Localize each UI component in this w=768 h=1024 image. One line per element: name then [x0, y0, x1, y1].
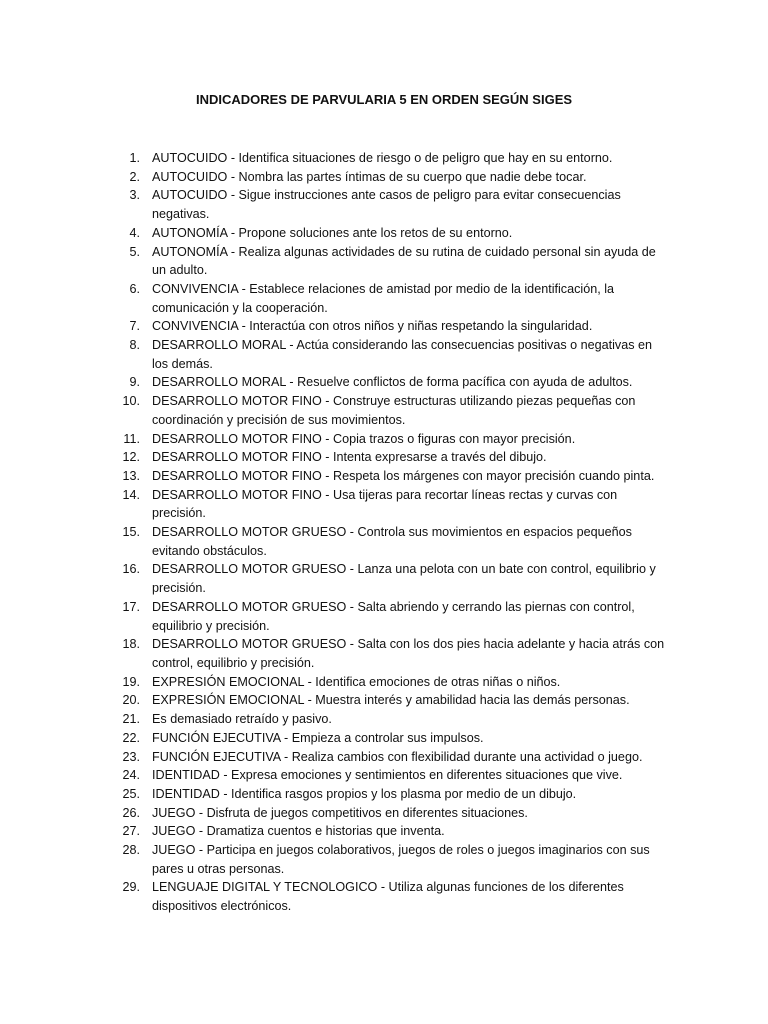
- list-item-number: 17.: [122, 599, 140, 614]
- list-item-text: CONVIVENCIA - Establece relaciones de amistad por medio de la identificación, la comunicación y la cooperación.: [152, 281, 614, 315]
- list-item-number: 19.: [122, 674, 140, 689]
- list-item-number: 29.: [122, 880, 140, 895]
- list-item-number: 15.: [122, 525, 140, 540]
- list-item-text: EXPRESIÓN EMOCIONAL - Identifica emociones de otras niñas o niños.: [152, 674, 561, 689]
- list-item-text: JUEGO - Dramatiza cuentos e historias que inventa.: [152, 824, 445, 839]
- list-item-number: 1.: [129, 151, 140, 165]
- list-item: [0, 841, 768, 878]
- list-item-text: AUTONOMÍA - Realiza algunas actividades de su rutina de cuidado personal sin ayuda de un adulto.: [152, 244, 656, 278]
- list-item: [0, 486, 768, 523]
- list-item-text: JUEGO - Disfruta de juegos competitivos en diferentes situaciones.: [152, 805, 528, 820]
- list-item-number: 12.: [122, 450, 140, 465]
- list-item-number: 2.: [129, 169, 140, 184]
- list-item-number: 24.: [122, 768, 140, 783]
- list-item-text: FUNCIÓN EJECUTIVA - Realiza cambios con flexibilidad durante una actividad o juego.: [152, 749, 643, 764]
- list-item-text: DESARROLLO MORAL - Actúa considerando las consecuencias positivas o negativas en los demás.: [152, 338, 653, 371]
- list-item: [0, 560, 768, 597]
- list-item-text: DESARROLLO MOTOR GRUESO - Lanza una pelota con un bate con control, equilibrio y precisión.: [152, 562, 656, 596]
- list-item: [0, 448, 768, 467]
- list-item: [0, 392, 768, 429]
- list-item: [0, 673, 768, 692]
- list-item: [0, 243, 768, 280]
- list-item-text: JUEGO - Participa en juegos colaborativos, juegos de roles o juegos imaginarios con sus pares u otras personas.: [152, 843, 650, 876]
- document-title: INDICADORES DE PARVULARIA 5 EN ORDEN SEGÚN SIGES: [195, 92, 573, 107]
- list-item-text: LENGUAJE DIGITAL Y TECNOLOGICO - Utiliza algunas funciones de los diferentes dispositivos electrónicos.: [152, 880, 624, 914]
- list-item-number: 11.: [123, 431, 140, 446]
- list-item: [0, 691, 768, 710]
- list-item: [0, 804, 768, 823]
- list-item: [0, 467, 768, 486]
- list-item-text: DESARROLLO MOTOR GRUESO - Salta abriendo y cerrando las piernas con control, equilibrio y precisión.: [152, 599, 635, 633]
- list-item-number: 13.: [122, 468, 140, 483]
- list-item: [0, 729, 768, 748]
- list-item-text: Es demasiado retraído y pasivo.: [152, 712, 332, 727]
- list-item-number: 26.: [122, 805, 140, 820]
- list-item: [0, 523, 768, 560]
- list-item: [0, 168, 768, 187]
- list-item-text: DESARROLLO MOTOR FINO - Construye estructuras utilizando piezas pequeñas con coordinación y precisión de sus movimientos.: [152, 394, 636, 427]
- list-item-text: DESARROLLO MOTOR FINO - Copia trazos o figuras con mayor precisión.: [152, 431, 576, 446]
- list-item-number: 18.: [122, 637, 140, 652]
- list-item-text: DESARROLLO MOTOR FINO - Intenta expresarse a través del dibujo.: [152, 450, 547, 465]
- list-item-text: IDENTIDAD - Identifica rasgos propios y los plasma por medio de un dibujo.: [152, 786, 577, 801]
- list-item: [0, 373, 768, 392]
- list-item-number: 6.: [129, 281, 140, 296]
- list-item-number: 22.: [122, 730, 140, 745]
- list-item-number: 16.: [122, 562, 140, 577]
- list-item: [0, 710, 768, 729]
- list-item-number: 5.: [129, 244, 140, 259]
- list-item: [0, 280, 768, 317]
- list-item-number: 9.: [129, 375, 140, 390]
- list-item: [0, 317, 768, 336]
- list-item-number: 28.: [122, 843, 140, 858]
- list-item: [0, 224, 768, 243]
- list-item: [0, 785, 768, 804]
- list-item-number: 20.: [122, 693, 140, 708]
- list-item-number: 8.: [129, 338, 140, 353]
- list-item: [0, 822, 768, 841]
- list-item-text: IDENTIDAD - Expresa emociones y sentimientos en diferentes situaciones que vive.: [152, 768, 623, 783]
- list-item: [0, 336, 768, 373]
- list-item-text: AUTOCUIDO - Identifica situaciones de riesgo o de peligro que hay en su entorno.: [152, 151, 613, 165]
- list-item-text: AUTOCUIDO - Nombra las partes íntimas de su cuerpo que nadie debe tocar.: [152, 169, 587, 184]
- list-item-number: 23.: [122, 749, 140, 764]
- list-item-number: 4.: [129, 225, 140, 240]
- list-item-text: CONVIVENCIA - Interactúa con otros niños y niñas respetando la singularidad.: [152, 319, 593, 334]
- list-item-number: 10.: [122, 394, 140, 409]
- list-item-text: DESARROLLO MOTOR FINO - Usa tijeras para recortar líneas rectas y curvas con precisión.: [152, 487, 618, 521]
- list-item-number: 14.: [122, 487, 140, 502]
- list-item-text: DESARROLLO MOTOR GRUESO - Controla sus movimientos en espacios pequeños evitando obstáculos.: [152, 525, 632, 558]
- list-item-number: 3.: [129, 188, 140, 203]
- list-item-text: EXPRESIÓN EMOCIONAL - Muestra interés y amabilidad hacia las demás personas.: [152, 693, 630, 708]
- list-item: [0, 635, 768, 672]
- list-item-text: DESARROLLO MORAL - Resuelve conflictos de forma pacífica con ayuda de adultos.: [152, 375, 633, 390]
- list-item-number: 7.: [129, 319, 140, 334]
- list-item-number: 25.: [122, 786, 140, 801]
- list-item-text: FUNCIÓN EJECUTIVA - Empieza a controlar sus impulsos.: [152, 730, 484, 745]
- list-item: [0, 878, 768, 915]
- list-item-text: DESARROLLO MOTOR FINO - Respeta los márgenes con mayor precisión cuando pinta.: [152, 468, 655, 483]
- list-item-number: 27.: [122, 824, 140, 839]
- list-item-text: DESARROLLO MOTOR GRUESO - Salta con los dos pies hacia adelante y hacia atrás con control, equilibrio y precisión.: [152, 637, 665, 670]
- list-item: [0, 186, 768, 223]
- list-item: [0, 748, 768, 767]
- list-item-number: 21.: [122, 712, 140, 727]
- indicator-list: [0, 149, 768, 916]
- list-item-text: AUTONOMÍA - Propone soluciones ante los retos de su entorno.: [152, 225, 513, 240]
- list-item: [0, 149, 768, 168]
- list-item: [0, 430, 768, 449]
- list-item: [0, 598, 768, 635]
- list-item-text: AUTOCUIDO - Sigue instrucciones ante casos de peligro para evitar consecuencias negativas.: [152, 188, 621, 222]
- list-item: [0, 766, 768, 785]
